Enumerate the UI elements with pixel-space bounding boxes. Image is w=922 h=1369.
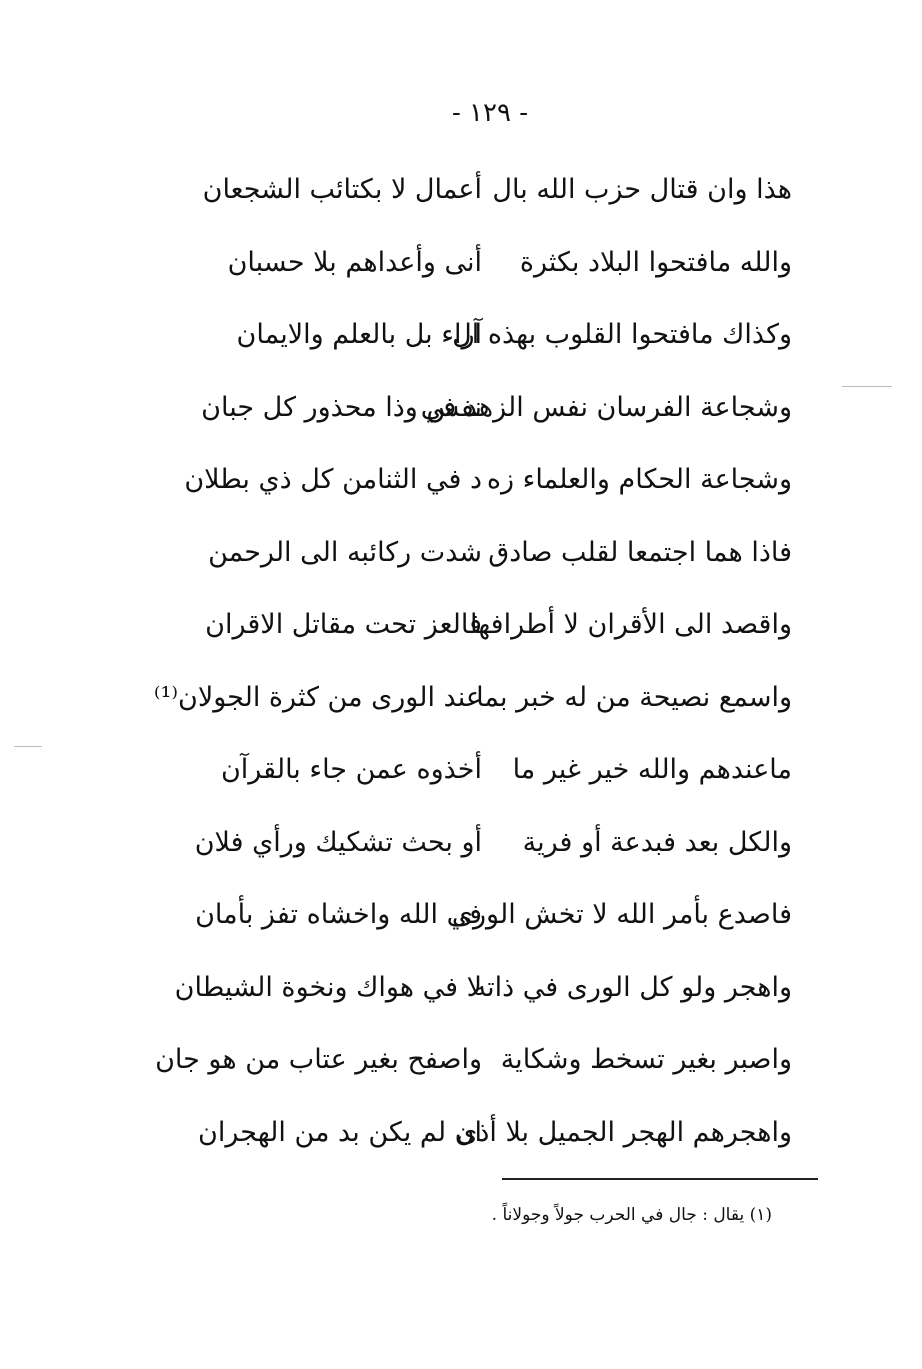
poem-verses — [0, 162, 922, 1177]
verse-second-hemistich: لا في هواك ونخوة الشيطان — [174, 971, 482, 1003]
verse-second-hemistich: أنى وأعداهم بلا حسبان — [227, 246, 482, 278]
verse-first-hemistich: واقصد الى الأقران لا أطرافها — [470, 609, 792, 640]
verse-second-hemistich: ان لم يكن بد من الهجران — [198, 1116, 482, 1148]
verse-first-hemistich: والكل بعد فبدعة أو فرية — [522, 826, 792, 858]
footnote-divider — [502, 1178, 818, 1180]
verse-line — [0, 452, 922, 525]
verse-line — [0, 597, 922, 670]
verse-first-hemistich: وكذاك مافتحوا القلوب بهذه ال — [452, 319, 792, 350]
verse-first-hemistich: واسمع نصيحة من له خبر بما — [476, 681, 792, 713]
footnote: (١) يقال : جال في الحرب جولاً وجولاناً . — [491, 1205, 772, 1225]
verse-second-hemistich: آراء بل بالعلم والايمان — [236, 319, 482, 350]
scan-artifact — [14, 746, 42, 747]
verse-first-hemistich: ماعندهم والله خير غير ما — [512, 754, 792, 785]
verse-second-hemistich: د في الثنامن كل ذي بطلان — [184, 464, 482, 495]
verse-line — [0, 960, 922, 1033]
verse-first-hemistich: واهجرهم الهجر الجميل بلا أذى — [456, 1116, 792, 1148]
scan-artifact — [842, 386, 892, 387]
verse-second-hemistich: أعمال لا بكتائب الشجعان — [202, 174, 482, 205]
verse-line — [0, 235, 922, 308]
verse-line — [0, 742, 922, 815]
verse-line — [0, 525, 922, 598]
verse-first-hemistich: فاذا هما اجتمعا لقلب صادق — [488, 536, 792, 568]
verse-second-hemistich: في الله واخشاه تفز بأمان — [195, 899, 482, 930]
verse-line — [0, 162, 922, 235]
verse-line — [0, 1032, 922, 1105]
verse-second-hemistich: شدت ركائبه الى الرحمن — [208, 536, 482, 568]
verse-second-hemistich: عند الورى من كثرة الجولان⁽¹⁾ — [153, 681, 482, 713]
verse-second-hemistich: نفس وذا محذور كل جبان — [201, 391, 482, 423]
verse-second-hemistich: أو بحث تشكيك ورأي فلان — [194, 826, 482, 858]
verse-second-hemistich: واصفح بغير عتاب من هو جان — [155, 1044, 482, 1075]
verse-first-hemistich: هذا وان قتال حزب الله بال — [492, 174, 792, 205]
verse-first-hemistich: وشجاعة الفرسان نفس الزهد في — [420, 391, 792, 423]
verse-line — [0, 887, 922, 960]
verse-second-hemistich: أخذوه عمن جاء بالقرآن — [220, 754, 482, 785]
verse-first-hemistich: والله مافتحوا البلاد بكثرة — [519, 246, 792, 278]
verse-second-hemistich: فالعز تحت مقاتل الاقران — [205, 609, 482, 640]
verse-first-hemistich: فاصدع بأمر الله لا تخش الورى — [451, 899, 792, 930]
verse-first-hemistich: واصبر بغير تسخط وشكاية — [500, 1044, 792, 1075]
page-number: - ١٢٩ - — [451, 98, 529, 128]
verse-line — [0, 670, 922, 743]
verse-first-hemistich: واهجر ولو كل الورى في ذاته — [472, 971, 792, 1003]
verse-first-hemistich: وشجاعة الحكام والعلماء زه — [486, 464, 792, 495]
verse-line — [0, 307, 922, 380]
verse-line — [0, 380, 922, 453]
verse-line — [0, 1105, 922, 1178]
verse-line — [0, 815, 922, 888]
